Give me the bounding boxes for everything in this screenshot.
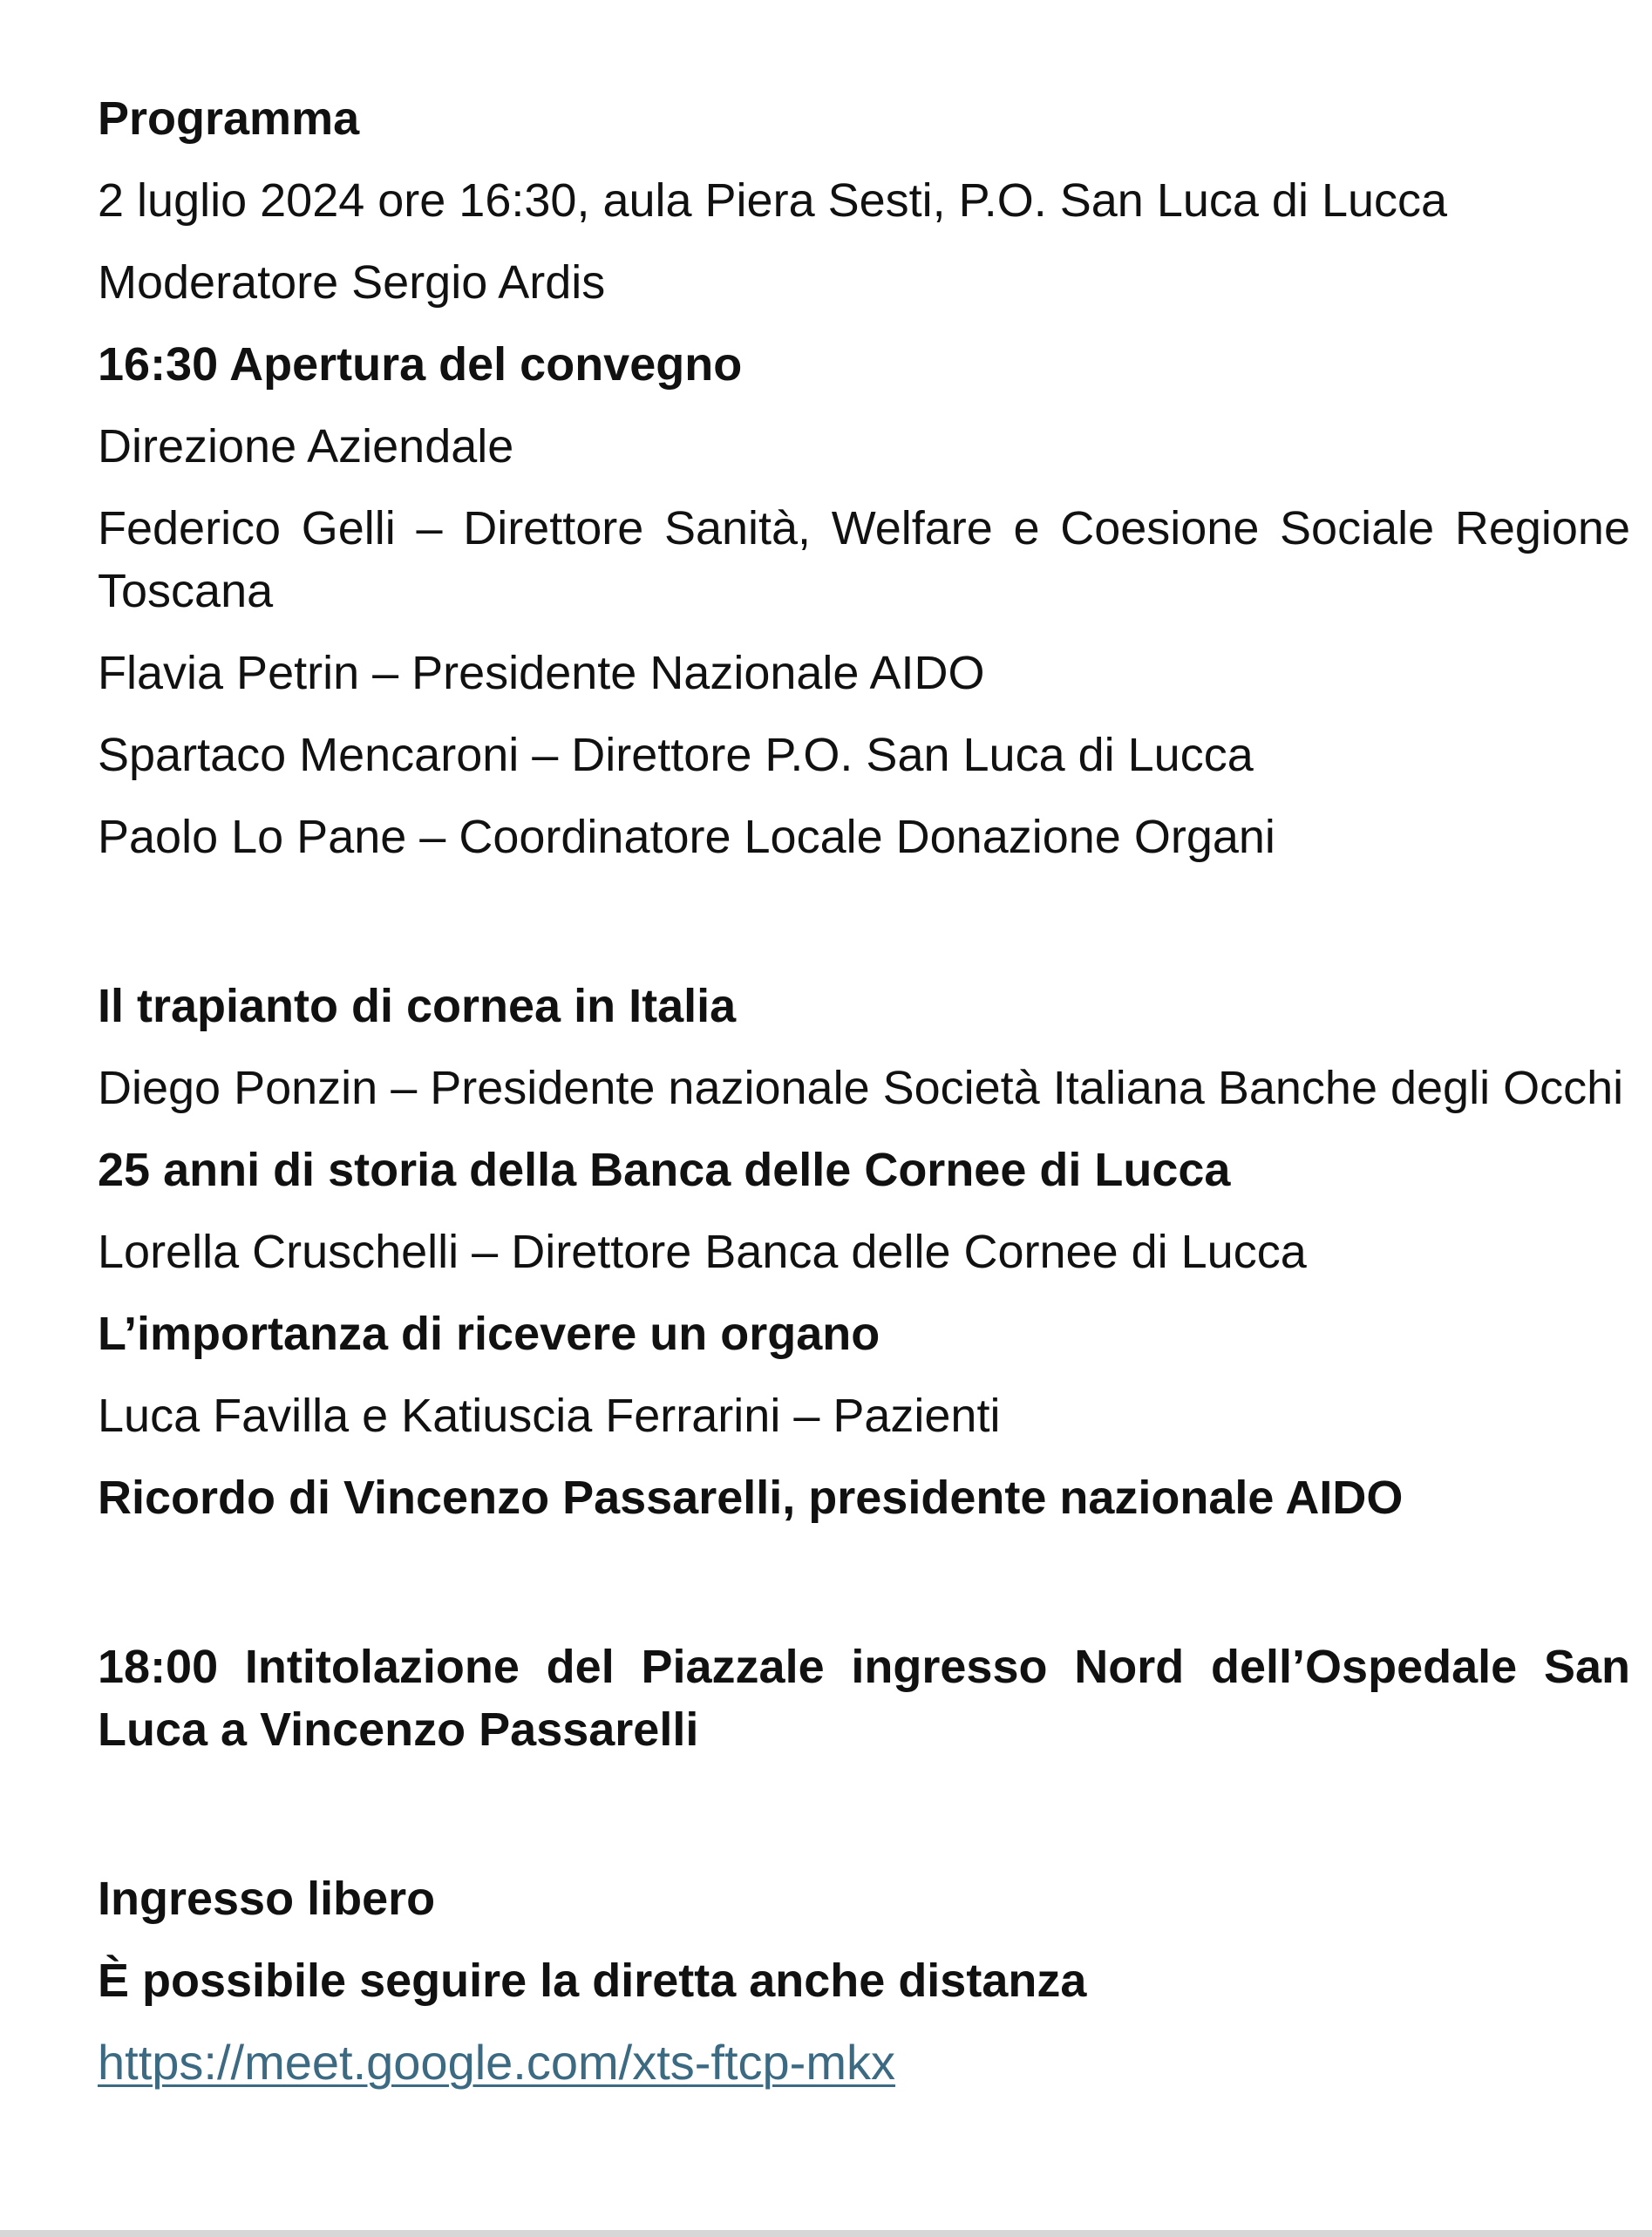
speaker-gelli: Federico Gelli – Direttore Sanità, Welfare e Coesione Sociale Regione Toscana: [98, 502, 1630, 617]
talk-heading-organo: L’importanza di ricevere un organo: [98, 1308, 880, 1360]
event-date-place: 2 luglio 2024 ore 16:30, aula Piera Sesti, P.O. San Luca di Lucca: [98, 174, 1448, 227]
meet-link[interactable]: https://meet.google.com/xts-ftcp-mkx: [98, 2035, 895, 2090]
section-spacer: [98, 1780, 1630, 1867]
entry-note: Ingresso libero: [98, 1873, 436, 1925]
talk-speaker-ponzin: Diego Ponzin – Presidente nazionale Società Italiana Banche degli Occhi: [98, 1062, 1624, 1114]
speaker-lo-pane: Paolo Lo Pane – Coordinatore Locale Donazione Organi: [98, 811, 1275, 863]
talk-heading-banca: 25 anni di storia della Banca delle Cornee di Lucca: [98, 1144, 1231, 1196]
bottom-divider: [0, 2230, 1652, 2237]
moderator: Moderatore Sergio Ardis: [98, 256, 606, 309]
speaker-mencaroni: Spartaco Mencaroni – Direttore P.O. San Luca di Lucca: [98, 729, 1254, 781]
speaker-petrin: Flavia Petrin – Presidente Nazionale AIDO: [98, 647, 985, 699]
speaker-direzione: Direzione Aziendale: [98, 420, 514, 473]
program-content: [98, 87, 1630, 2114]
opening-heading: 16:30 Apertura del convegno: [98, 338, 743, 391]
dedication-heading: 18:00 Intitolazione del Piazzale ingresso Nord dell’Ospedale San Luca a Vincenzo Passarelli: [98, 1641, 1630, 1756]
section-spacer: [98, 1548, 1630, 1635]
talk-speaker-cruschelli: Lorella Cruschelli – Direttore Banca delle Cornee di Lucca: [98, 1226, 1307, 1278]
memorial-heading: Ricordo di Vincenzo Passarelli, presidente nazionale AIDO: [98, 1472, 1404, 1524]
program-title: Programma: [98, 92, 360, 145]
section-spacer: [98, 887, 1630, 975]
remote-note: È possibile seguire la diretta anche distanza: [98, 1955, 1087, 2007]
talk-speaker-pazienti: Luca Favilla e Katiuscia Ferrarini – Pazienti: [98, 1390, 1001, 1442]
talk-heading-cornea: Il trapianto di cornea in Italia: [98, 980, 737, 1032]
meet-link-row: [98, 2031, 1630, 2095]
